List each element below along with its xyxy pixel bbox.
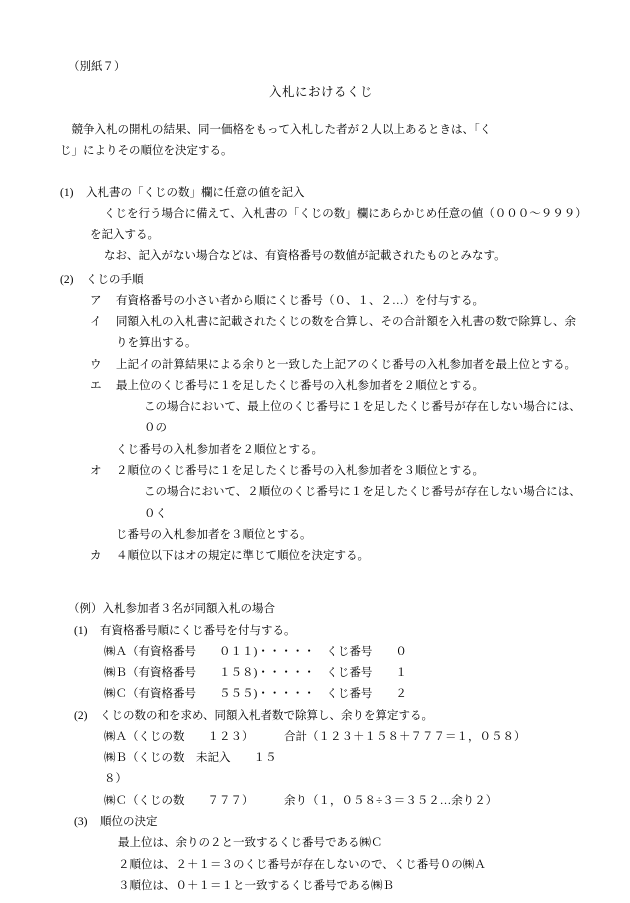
example-step-heading — [74, 706, 582, 727]
list-item-body — [116, 461, 582, 546]
section-paragraph: なお、記入がない場合などは、有資格番号の数値が記載されたものとみなす。 — [104, 250, 506, 263]
list-item-continued: くじ番号の入札参加者を２順位とする。 — [116, 443, 323, 456]
list-item — [90, 546, 582, 567]
section-heading — [60, 270, 582, 291]
list-item-continued: この場合において、最上位のくじ番号に１を足したくじ番号が存在しない場合には、０の — [144, 401, 581, 435]
lead-paragraph — [60, 120, 582, 163]
list-item-body — [116, 355, 582, 376]
example-row-left: ㈱Ｃ（くじの数 ７７７） — [104, 794, 254, 807]
lead-line: 競争入札の開札の結果、同一価格をもって入札した者が２人以上あるときは、「く — [60, 124, 492, 136]
lead-line: じ」によりその順位を決定する。 — [60, 145, 233, 158]
example-title: （例）入札参加者３名が同額入札の場合 — [68, 603, 275, 616]
example-row — [104, 748, 582, 791]
list-item-body — [116, 376, 582, 461]
list-item-body — [116, 312, 582, 355]
list-item — [90, 376, 582, 461]
list-item-line: 最上位のくじ番号に１を足したくじ番号の入札参加者を２順位とする。 — [116, 379, 484, 392]
example-step-heading — [74, 621, 582, 642]
example-step-title: 順位の決定 — [100, 815, 158, 828]
example-row-right: 余り（１，０５８÷３＝３５２…余り２） — [284, 794, 498, 807]
section-2 — [60, 270, 582, 568]
example-row-left: ㈱Ｂ（くじの数 未記入 １５８） — [104, 752, 277, 786]
example-line: 最上位は、余りの２と一致するくじ番号である㈱Ｃ — [118, 837, 383, 850]
section-1 — [60, 183, 587, 268]
section-paragraph: を記入する。 — [90, 229, 159, 242]
example-step-number: (3) — [74, 815, 88, 828]
example-row-right — [284, 748, 582, 791]
section-title: 入札書の「くじの数」欄に任意の値を記入 — [86, 186, 305, 199]
example-line: ㈱Ｃ（有資格番号 ５５５)・・・・・ くじ番号 ２ — [104, 688, 407, 701]
spacer — [60, 569, 582, 599]
list-item-marker: ウ — [90, 358, 102, 371]
list-item-continued: この場合において、２順位のくじ番号に１を足したくじ番号が存在しない場合には、０く — [144, 486, 581, 520]
list-item-continued: じ番号の入札参加者を３順位とする。 — [116, 528, 312, 541]
example-row-left: ㈱Ａ（くじの数 １２３） — [104, 730, 254, 743]
list-item-line: 同額入札の入札書に記載されたくじの数を合算し、その合計額を入札書の数で除算し、余 — [116, 316, 576, 329]
section-number: (1) — [60, 186, 74, 199]
list-item-body — [116, 291, 582, 312]
list-item — [90, 291, 582, 312]
section-paragraph: くじを行う場合に備えて、入札書の「くじの数」欄にあらかじめ任意の値（０００〜９９９） — [104, 207, 587, 220]
list-item-line: ４順位以下はオの規定に準じて順位を決定する。 — [116, 550, 369, 563]
example-step-number: (2) — [74, 709, 88, 722]
document-label: （別紙７） — [68, 61, 126, 73]
list-item — [90, 355, 582, 376]
section-number: (2) — [60, 273, 74, 286]
example-line: ㈱Ａ（有資格番号 ０１１)・・・・・ くじ番号 ０ — [104, 645, 407, 658]
list-item-line: 上記イの計算結果による余りと一致した上記アのくじ番号の入札参加者を最上位とする。 — [116, 358, 576, 371]
example-step-number: (1) — [74, 624, 88, 637]
example-row-right: 合計（１２３＋１５８＋７７７＝１，０５８） — [284, 730, 526, 743]
example-step-title: 有資格番号順にくじ番号を付与する。 — [100, 624, 296, 637]
example-line: ㈱Ｂ（有資格番号 １５８)・・・・・ くじ番号 １ — [104, 667, 407, 680]
list-item-marker: ア — [90, 294, 102, 307]
example-row — [104, 727, 582, 748]
section-heading — [60, 183, 582, 204]
list-item-line: りを算出する。 — [116, 337, 197, 350]
example-step-heading — [74, 812, 582, 833]
example-step-title: くじの数の和を求め、同額入札者数で除算し、余りを算定する。 — [100, 709, 434, 722]
list-item-marker: エ — [90, 379, 102, 392]
example-line: ３順位は、０＋１＝１と一致するくじ番号である㈱Ｂ — [118, 879, 394, 892]
list-item-marker: オ — [90, 464, 102, 477]
example-row — [104, 791, 582, 812]
document-title: 入札におけるくじ — [268, 84, 373, 99]
list-item — [90, 461, 582, 546]
list-item-line: 有資格番号の小さい者から順にくじ番号（０、１、２…）を付与する。 — [116, 294, 484, 307]
list-item-line: ２順位のくじ番号に１を足したくじ番号の入札参加者を３順位とする。 — [116, 464, 484, 477]
list-item-body — [116, 546, 582, 567]
list-item-marker: イ — [90, 316, 102, 329]
section-title: くじの手順 — [86, 273, 144, 286]
example-block — [60, 599, 582, 897]
example-line: ２順位は、２＋１＝３のくじ番号が存在しないので、くじ番号０の㈱Ａ — [118, 858, 486, 871]
list-item — [90, 312, 582, 355]
list-item-marker: カ — [90, 550, 102, 563]
